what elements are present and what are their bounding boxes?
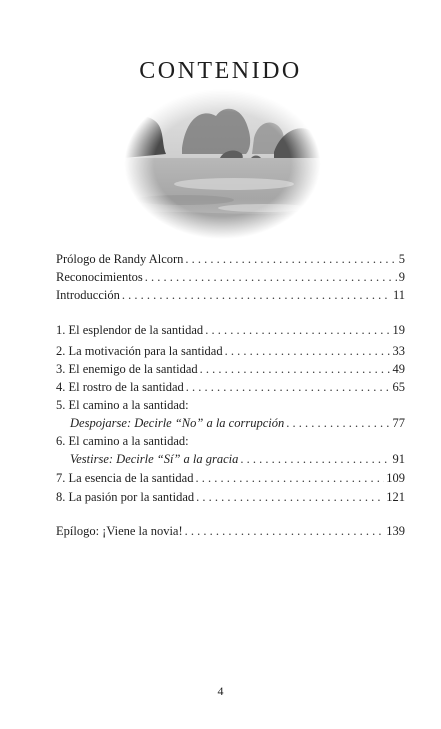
- toc-entry-page: 77: [392, 416, 405, 430]
- toc-entry-label: 7. La esencia de la santidad: [56, 471, 194, 485]
- page-title: CONTENIDO: [139, 58, 302, 84]
- sea-rocks-vignette-image: [124, 88, 321, 240]
- toc-entry-label: Epílogo: ¡Viene la novia!: [56, 524, 183, 538]
- toc-entry-label: 4. El rostro de la santidad: [56, 380, 184, 394]
- toc-entry-page: 9: [398, 270, 405, 284]
- toc-entry-chapter-5[interactable]: [70, 414, 405, 432]
- toc-entry-chapter-7[interactable]: [56, 469, 405, 487]
- toc-entry-label: 3. El enemigo de la santidad: [56, 362, 198, 376]
- toc-entry-page: 65: [392, 380, 405, 394]
- dot-leader: [195, 469, 384, 487]
- toc-entry-chapter-3[interactable]: [56, 360, 405, 378]
- toc-entry-label: 2. La motivación para la santidad: [56, 344, 223, 358]
- dot-leader: [225, 342, 391, 360]
- toc-entry-introduccion[interactable]: [56, 286, 405, 304]
- toc-entry-chapter-8[interactable]: [56, 488, 405, 506]
- toc-entry-subtitle: Vestirse: Decirle “Sí” a la gracia: [70, 452, 239, 466]
- toc-entry-chapter-2[interactable]: [56, 342, 405, 360]
- toc-entry-prologo[interactable]: [56, 250, 405, 268]
- dot-leader: [205, 321, 390, 339]
- dot-leader: [186, 378, 391, 396]
- toc-entry-reconocimientos[interactable]: [56, 268, 405, 286]
- toc-entry-label: Reconocimientos: [56, 270, 143, 284]
- toc-entry-chapter-6-heading[interactable]: 6. El camino a la santidad:: [56, 434, 189, 448]
- dot-leader: [200, 360, 391, 378]
- toc-entry-page: 109: [386, 471, 405, 485]
- toc-entry-page: 121: [386, 490, 405, 504]
- toc-entry-chapter-5-heading[interactable]: 5. El camino a la santidad:: [56, 398, 189, 412]
- dot-leader: [122, 286, 391, 304]
- dot-leader: [185, 522, 385, 540]
- dot-leader: [145, 268, 397, 286]
- toc-entry-label: 8. La pasión por la santidad: [56, 490, 195, 504]
- toc-entry-page: 139: [386, 524, 405, 538]
- page-number: 4: [217, 684, 224, 698]
- toc-entry-epilogo[interactable]: [56, 522, 405, 540]
- toc-entry-chapter-4[interactable]: [56, 378, 405, 396]
- toc-entry-page: 19: [392, 323, 405, 337]
- dot-leader: [286, 414, 390, 432]
- toc-entry-page: 91: [392, 452, 405, 466]
- toc-entry-label: Prólogo de Randy Alcorn: [56, 252, 184, 266]
- dot-leader: [196, 488, 384, 506]
- toc-entry-subtitle: Despojarse: Decirle “No” a la corrupción: [70, 416, 285, 430]
- dot-leader: [240, 450, 390, 468]
- toc-entry-label: 1. El esplendor de la santidad: [56, 323, 204, 337]
- toc-entry-label: Introducción: [56, 288, 120, 302]
- toc-entry-page: 11: [392, 288, 405, 302]
- toc-entry-chapter-6[interactable]: [70, 450, 405, 468]
- dot-leader: [185, 250, 396, 268]
- toc-entry-chapter-1[interactable]: [56, 321, 405, 339]
- toc-entry-page: 33: [392, 344, 405, 358]
- toc-entry-page: 49: [392, 362, 405, 376]
- toc-entry-page: 5: [398, 252, 405, 266]
